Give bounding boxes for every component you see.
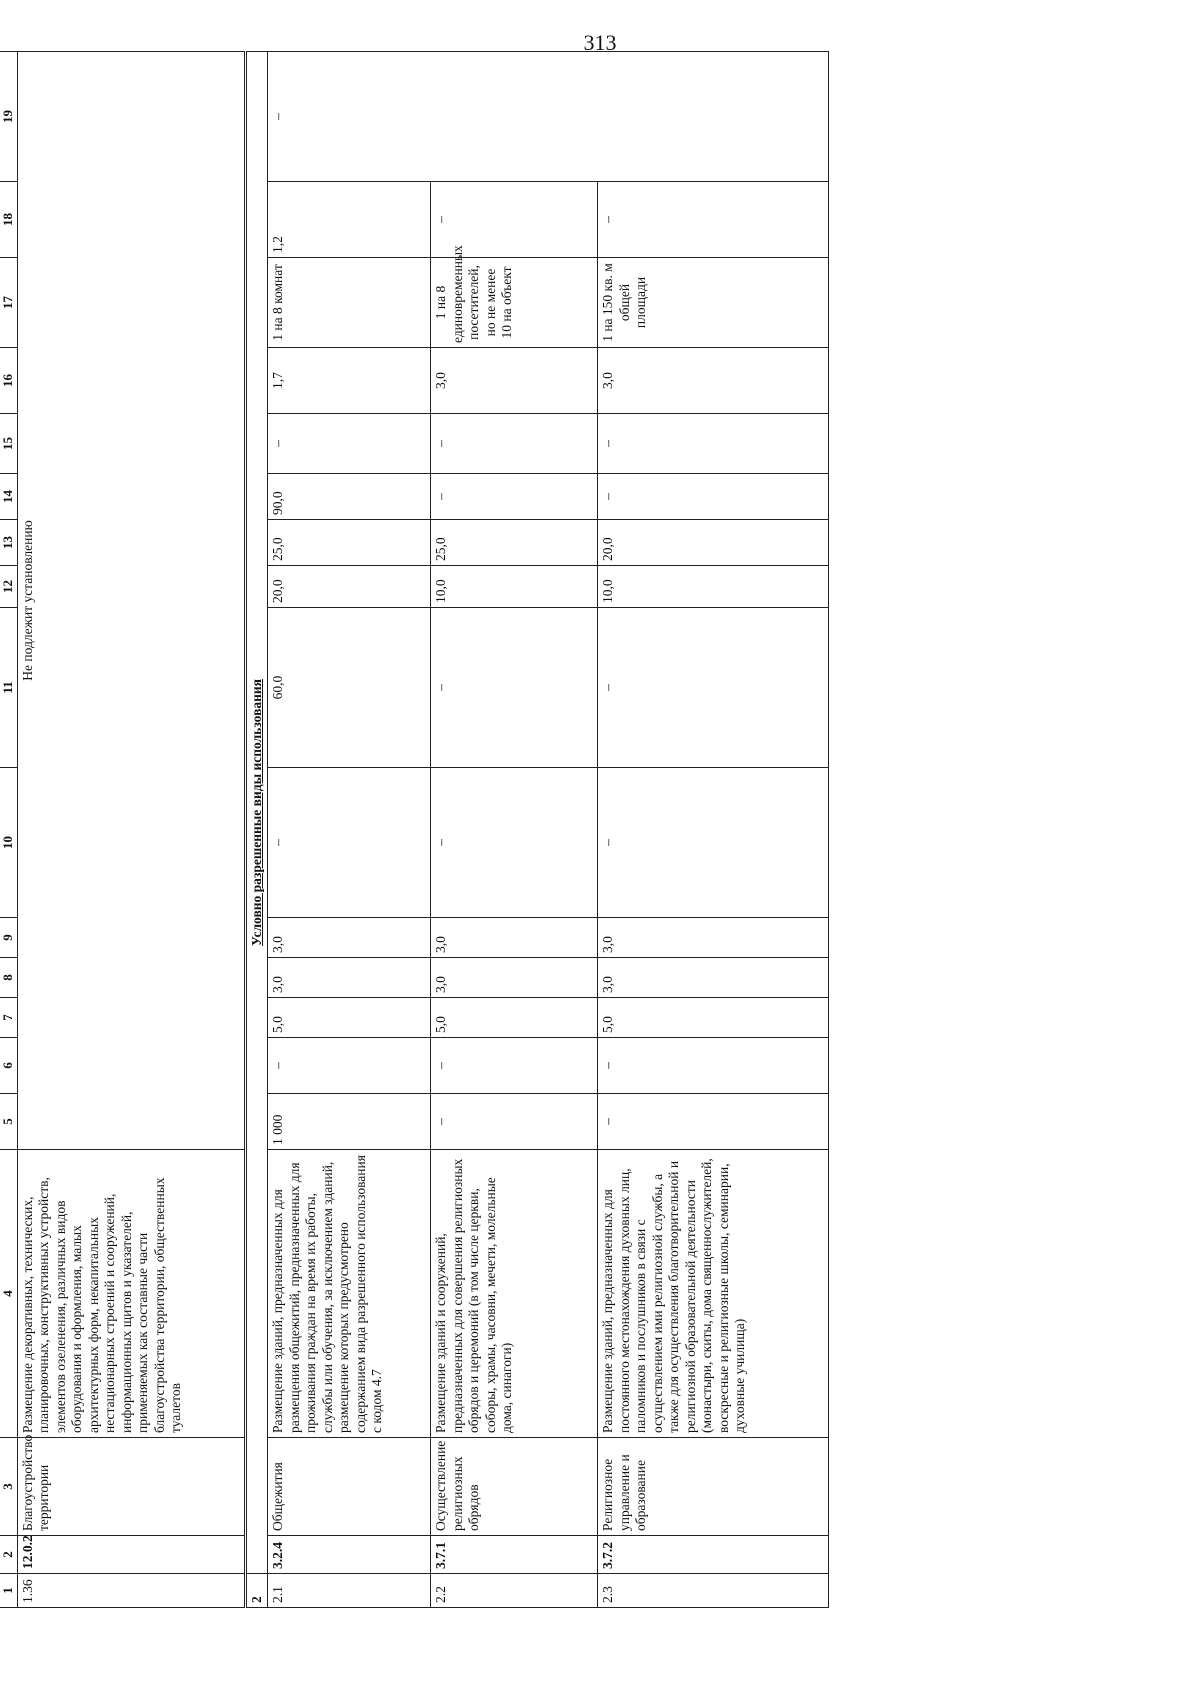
section-row-2 xyxy=(245,52,267,1608)
use-code: 12.0.2 xyxy=(17,1536,245,1574)
cell-col11: 60,0 xyxy=(268,608,431,768)
cell-col16: 3,0 xyxy=(598,348,829,414)
section-title: Условно разрешенные виды использования xyxy=(245,52,267,1574)
cell-col18: – xyxy=(431,182,598,258)
cell-col5: – xyxy=(598,1094,829,1150)
header-cell: 1 xyxy=(0,1574,17,1608)
use-description: Размещение зданий, предназначенных для постоянного местонахождения духовных лиц, паломников и послушников в связи с осуществлением ими религиозной службы, а также для осуществления благотворительной и религиозной образовательной деятельности (монастыри, скиты, дома священнослужителей, воскресные и религиозные школы, семинарии, духовные училища) xyxy=(598,1150,829,1438)
use-name: Религиозное управление и образование xyxy=(598,1438,829,1536)
cell-col13: 25,0 xyxy=(268,520,431,566)
cell-col17: 1 на 8 комнат xyxy=(268,258,431,348)
use-name: Общежития xyxy=(268,1438,431,1536)
header-cell: 6 xyxy=(0,1038,17,1094)
cell-col9: 3,0 xyxy=(431,918,598,958)
use-description: Размещение декоративных, технических, планировочных, конструктивных устройств, элементов озеленения, различных видов оборудования и оформления, малых архитектурных форм, некапитальных нестационарных строений и сооружений, информационных щитов и указателей, применяемых как составные части благоустройства территории, общественных туалетов xyxy=(17,1150,245,1438)
cell-col7: 5,0 xyxy=(431,998,598,1038)
cell-col15: – xyxy=(431,414,598,474)
header-cell: 16 xyxy=(0,348,17,414)
cell-col13: 20,0 xyxy=(598,520,829,566)
cell-col7: 5,0 xyxy=(598,998,829,1038)
row-number: 2.1 xyxy=(268,1574,431,1608)
cell-col14: – xyxy=(598,474,829,520)
cell-col9: 3,0 xyxy=(598,918,829,958)
header-cell: 4 xyxy=(0,1150,17,1438)
row-number: 1.36 xyxy=(17,1574,245,1608)
header-cell: 5 xyxy=(0,1094,17,1150)
cell-col10: – xyxy=(431,768,598,918)
table-row xyxy=(268,52,431,1608)
header-cell: 2 xyxy=(0,1536,17,1574)
header-cell: 9 xyxy=(0,918,17,958)
cell-col12: 20,0 xyxy=(268,566,431,608)
cell-col11: – xyxy=(431,608,598,768)
cell-col14: 90,0 xyxy=(268,474,431,520)
cell-col18: – xyxy=(598,182,829,258)
cell-col5: – xyxy=(431,1094,598,1150)
cell-col10: – xyxy=(268,768,431,918)
use-code: 3.7.2 xyxy=(598,1536,829,1574)
use-description: Размещение зданий и сооружений, предназначенных для совершения религиозных обрядов и церемоний (в том числе церкви, соборы, храмы, часовни, мечети, молельные дома, синагоги) xyxy=(431,1150,598,1438)
table-row xyxy=(431,52,598,1608)
page-number: 313 xyxy=(583,30,617,55)
use-code: 3.7.1 xyxy=(431,1536,598,1574)
header-cell: 10 xyxy=(0,768,17,918)
cell-col5: 1 000 xyxy=(268,1094,431,1150)
cell-col13: 25,0 xyxy=(431,520,598,566)
header-cell: 13 xyxy=(0,520,17,566)
cell-col16: 1,7 xyxy=(268,348,431,414)
table-row xyxy=(598,52,829,1608)
header-row xyxy=(0,52,17,1608)
land-use-table xyxy=(0,51,829,1608)
cell-col6: – xyxy=(431,1038,598,1094)
cell-col12: 10,0 xyxy=(598,566,829,608)
header-cell: 12 xyxy=(0,566,17,608)
header-cell: 19 xyxy=(0,52,17,182)
use-description: Размещение зданий, предназначенных для размещения общежитий, предназначенных для проживания граждан на время их работы, службы или обучения, за исключением зданий, размещение которых предусмотрено содержанием вида разрешенного использования с кодом 4.7 xyxy=(268,1150,431,1438)
cell-col12: 10,0 xyxy=(431,566,598,608)
cell-col17: 1 на 8 единовременных посетителей, но не менее 10 на объект xyxy=(431,258,598,348)
header-cell: 18 xyxy=(0,182,17,258)
cell-col15: – xyxy=(598,414,829,474)
cell-col17: 1 на 150 кв. м общей площади xyxy=(598,258,829,348)
cell-col8: 3,0 xyxy=(268,958,431,998)
cell-col6: – xyxy=(268,1038,431,1094)
cell-col8: 3,0 xyxy=(598,958,829,998)
cell-col19: – xyxy=(268,52,829,182)
header-cell: 14 xyxy=(0,474,17,520)
header-cell: 7 xyxy=(0,998,17,1038)
cell-col15: – xyxy=(268,414,431,474)
cell-col8: 3,0 xyxy=(431,958,598,998)
cell-col16: 3,0 xyxy=(431,348,598,414)
rotated-table-sheet xyxy=(0,110,858,1608)
cell-col6: – xyxy=(598,1038,829,1094)
use-name: Осуществление религиозных обрядов xyxy=(431,1438,598,1536)
cell-col18: 1,2 xyxy=(268,182,431,258)
header-cell: 11 xyxy=(0,608,17,768)
header-cell: 8 xyxy=(0,958,17,998)
use-code: 3.2.4 xyxy=(268,1536,431,1574)
header-cell: 3 xyxy=(0,1438,17,1536)
cell-col14: – xyxy=(431,474,598,520)
cell-col11: – xyxy=(598,608,829,768)
section-number: 2 xyxy=(245,1574,267,1608)
cell-col7: 5,0 xyxy=(268,998,431,1038)
header-cell: 15 xyxy=(0,414,17,474)
cell-col10: – xyxy=(598,768,829,918)
row-number: 2.2 xyxy=(431,1574,598,1608)
merged-not-established: Не подлежит установлению xyxy=(17,52,245,1150)
header-cell: 17 xyxy=(0,258,17,348)
use-name: Благоустройство территории xyxy=(17,1438,245,1536)
row-number: 2.3 xyxy=(598,1574,829,1608)
table-row-1-36 xyxy=(17,52,245,1608)
cell-col9: 3,0 xyxy=(268,918,431,958)
